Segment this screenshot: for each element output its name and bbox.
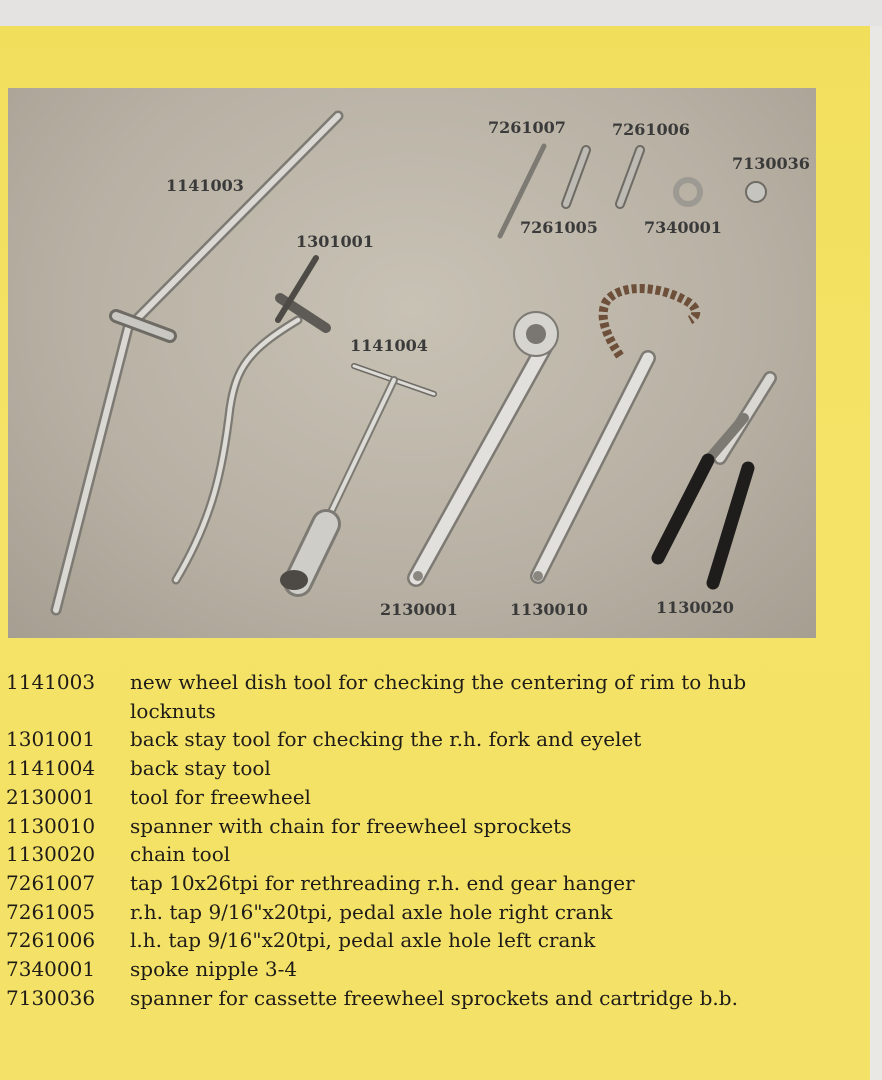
small-parts bbox=[676, 180, 766, 204]
part-code: 7261005 bbox=[6, 899, 96, 924]
back-stay-tool-a bbox=[176, 258, 326, 580]
part-description: tool for freewheel bbox=[130, 784, 311, 809]
part-code: 1141003 bbox=[6, 670, 96, 694]
legend-row bbox=[6, 840, 826, 869]
part-description: r.h. tap 9/16"x20tpi, pedal axle hole right crank bbox=[130, 899, 613, 924]
part-description: spanner with chain for freewheel sprockets bbox=[130, 813, 572, 838]
part-code: 7340001 bbox=[6, 957, 96, 982]
part-description: back stay tool for checking the r.h. fork and eyelet bbox=[130, 727, 642, 752]
part-description: chain tool bbox=[130, 842, 231, 867]
tools-photo bbox=[8, 88, 816, 638]
photo-label-1130010: 1130010 bbox=[510, 600, 588, 619]
part-code: 1141004 bbox=[6, 756, 96, 781]
back-stay-tool-b bbox=[280, 366, 434, 590]
photo-label-7261006: 7261006 bbox=[612, 120, 690, 139]
legend-row bbox=[6, 926, 826, 955]
legend-row bbox=[6, 984, 826, 1013]
legend-row bbox=[6, 955, 826, 984]
photo-label-7130036: 7130036 bbox=[732, 154, 810, 173]
legend-row bbox=[6, 869, 826, 898]
legend-row bbox=[6, 812, 826, 841]
part-code: 7261007 bbox=[6, 870, 96, 895]
part-description: new wheel dish tool for checking the centering of rim to hub locknuts bbox=[130, 670, 747, 723]
part-code: 7130036 bbox=[6, 985, 96, 1010]
photo-label-1301001: 1301001 bbox=[296, 232, 374, 251]
legend-row bbox=[6, 668, 826, 725]
legend-row bbox=[6, 725, 826, 754]
photo-label-2130001: 2130001 bbox=[380, 600, 458, 619]
part-code: 7261006 bbox=[6, 928, 96, 953]
page-edge bbox=[870, 26, 882, 1080]
photo-label-1141004: 1141004 bbox=[350, 336, 428, 355]
tools-illustration bbox=[8, 88, 816, 638]
part-description: spanner for cassette freewheel sprockets and cartridge b.b. bbox=[130, 985, 738, 1010]
top-margin bbox=[0, 0, 882, 26]
part-description: l.h. tap 9/16"x20tpi, pedal axle hole left crank bbox=[130, 928, 596, 953]
part-code: 1301001 bbox=[6, 727, 96, 752]
part-description: back stay tool bbox=[130, 756, 271, 781]
photo-label-7261005: 7261005 bbox=[520, 218, 598, 237]
chain-tool bbox=[658, 378, 770, 583]
freewheel-tool bbox=[413, 312, 558, 581]
photo-label-1130020: 1130020 bbox=[656, 598, 734, 617]
photo-label-1141003: 1141003 bbox=[166, 176, 244, 195]
parts-legend bbox=[6, 668, 826, 1012]
photo-label-7340001: 7340001 bbox=[644, 218, 722, 237]
legend-row bbox=[6, 898, 826, 927]
part-description: tap 10x26tpi for rethreading r.h. end gear hanger bbox=[130, 870, 635, 895]
part-code: 1130020 bbox=[6, 842, 96, 867]
photo-label-7261007: 7261007 bbox=[488, 118, 566, 137]
part-code: 1130010 bbox=[6, 813, 96, 838]
part-description: spoke nipple 3-4 bbox=[130, 957, 298, 982]
part-code: 2130001 bbox=[6, 784, 96, 809]
legend-row bbox=[6, 783, 826, 812]
legend-row bbox=[6, 754, 826, 783]
